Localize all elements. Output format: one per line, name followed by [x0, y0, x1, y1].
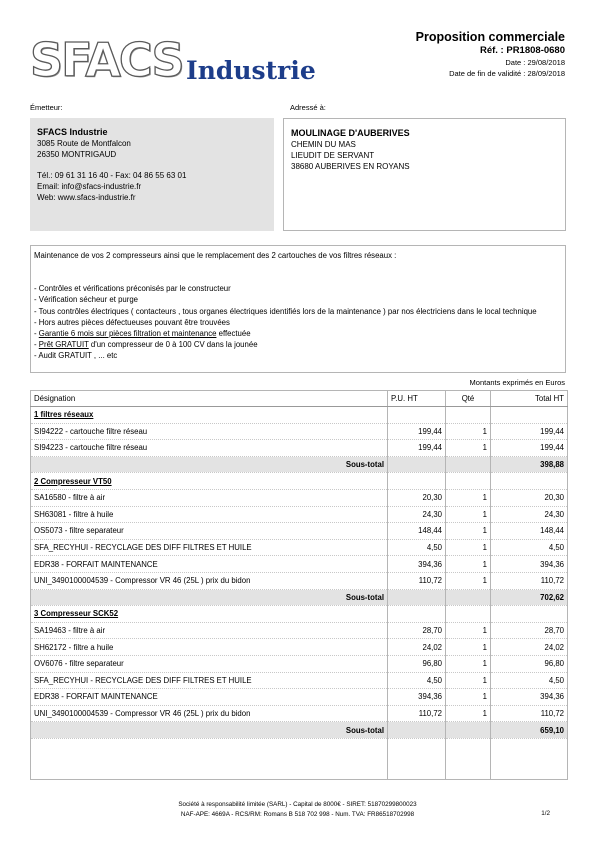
- item-designation: SH62172 - filtre a huile: [31, 639, 388, 656]
- item-quantity: 1: [446, 639, 491, 656]
- item-unit-price: 394,36: [388, 689, 446, 706]
- emitter-box: [30, 118, 274, 231]
- item-unit-price: 394,36: [388, 556, 446, 573]
- empty-cell: [446, 606, 491, 623]
- item-total: 199,44: [491, 423, 568, 440]
- item-total: 148,44: [491, 523, 568, 540]
- item-unit-price: 20,30: [388, 489, 446, 506]
- empty-cell: [446, 407, 491, 424]
- description-line: - Prêt GRATUIT d'un compresseur de 0 à 100 CV dans la jounée: [34, 340, 258, 350]
- section-row: [31, 473, 568, 490]
- empty-cell: [388, 738, 446, 779]
- emitter-name: SFACS Industrie: [37, 127, 108, 137]
- item-designation: SFA_RECYHUI - RECYCLAGE DES DIFF FILTRES ET HUILE: [31, 539, 388, 556]
- item-unit-price: 4,50: [388, 539, 446, 556]
- item-quantity: 1: [446, 655, 491, 672]
- item-unit-price: 110,72: [388, 705, 446, 722]
- empty-cell: [446, 738, 491, 779]
- subtotal-row: [31, 722, 568, 739]
- empty-cell: [388, 606, 446, 623]
- item-total: 394,36: [491, 556, 568, 573]
- table-row: [31, 506, 568, 523]
- item-unit-price: 4,50: [388, 672, 446, 689]
- item-designation: EDR38 - FORFAIT MAINTENANCE: [31, 556, 388, 573]
- item-unit-price: 110,72: [388, 572, 446, 589]
- item-quantity: 1: [446, 489, 491, 506]
- item-unit-price: 96,80: [388, 655, 446, 672]
- table-row: [31, 572, 568, 589]
- description-line: - Audit GRATUIT , ... etc: [34, 351, 118, 361]
- item-designation: OS5073 - filtre separateur: [31, 523, 388, 540]
- emitter-web: Web: www.sfacs-industrie.fr: [37, 193, 136, 202]
- section-row: [31, 407, 568, 424]
- description-line: - Garantie 6 mois sur pièces filtration et maintenance effectuée: [34, 329, 251, 339]
- recipient-name: MOULINAGE D'AUBERIVES: [291, 128, 410, 138]
- item-unit-price: 24,30: [388, 506, 446, 523]
- empty-cell: [388, 456, 446, 473]
- table-row: [31, 672, 568, 689]
- description-line: - Hors autres pièces défectueuses pouvant être trouvées: [34, 317, 230, 327]
- section-title: [31, 473, 388, 490]
- section-title-text: 3 Compresseur SCK52: [34, 609, 119, 619]
- recipient-label: Adressé à:: [290, 103, 326, 112]
- item-total: 28,70: [491, 622, 568, 639]
- item-unit-price: 24,02: [388, 639, 446, 656]
- free-loan-text: Prêt GRATUIT: [38, 340, 89, 350]
- recipient-address-line: CHEMIN DU MAS: [291, 140, 356, 149]
- item-quantity: 1: [446, 705, 491, 722]
- section-row: [31, 606, 568, 623]
- section-title-text: 2 Compresseur VT50: [34, 476, 112, 486]
- table-row: [31, 523, 568, 540]
- emitter-label: Émetteur:: [30, 103, 63, 112]
- table-row: [31, 440, 568, 457]
- item-total: 24,30: [491, 506, 568, 523]
- item-designation: SA16580 - filtre à air: [31, 489, 388, 506]
- emitter-phone: Tél.: 09 61 31 16 40 - Fax: 04 86 55 63 01: [37, 171, 187, 180]
- guarantee-text: Garantie 6 mois sur pièces filtration et maintenance: [38, 329, 217, 339]
- description-line: - Tous contrôles électriques ( contacteurs , tous organes électriques identifiés lors de la maintenance ) par nos électriciens dans le local technique: [34, 306, 537, 316]
- item-quantity: 1: [446, 672, 491, 689]
- subtotal-value: 398,88: [491, 456, 568, 473]
- page-number: 1/2: [541, 810, 550, 817]
- blank-row: [31, 738, 568, 779]
- subtotal-label: Sous-total: [31, 722, 388, 739]
- company-logo: [30, 34, 320, 86]
- document-reference: Réf. : PR1808-0680: [479, 45, 565, 56]
- col-designation: Désignation: [31, 391, 388, 407]
- legal-footer: [0, 800, 595, 820]
- table-row: [31, 622, 568, 639]
- section-title: [31, 407, 388, 424]
- empty-cell: [388, 722, 446, 739]
- item-quantity: 1: [446, 423, 491, 440]
- empty-cell: [388, 407, 446, 424]
- item-quantity: 1: [446, 523, 491, 540]
- table-header-row: [31, 391, 568, 407]
- description-intro: Maintenance de vos 2 compresseurs ainsi que le remplacement des 2 cartouches de vos filtres réseaux :: [34, 251, 397, 260]
- table-row: [31, 705, 568, 722]
- empty-cell: [491, 606, 568, 623]
- table-row: [31, 689, 568, 706]
- table-row: [31, 423, 568, 440]
- empty-cell: [388, 473, 446, 490]
- item-quantity: 1: [446, 556, 491, 573]
- col-quantity: Qté: [446, 391, 491, 407]
- item-total: 110,72: [491, 572, 568, 589]
- item-unit-price: 199,44: [388, 423, 446, 440]
- emitter-address-line: 3085 Route de Montfalcon: [37, 139, 131, 148]
- document-title: Proposition commerciale: [415, 30, 565, 44]
- document-header: [416, 30, 565, 79]
- item-designation: EDR38 - FORFAIT MAINTENANCE: [31, 689, 388, 706]
- item-quantity: 1: [446, 689, 491, 706]
- item-designation: SA19463 - filtre à air: [31, 622, 388, 639]
- description-line: - Contrôles et vérifications préconisés par le constructeur: [34, 284, 231, 294]
- item-quantity: 1: [446, 506, 491, 523]
- empty-cell: [491, 738, 568, 779]
- description-line: - Vérification sécheur et purge: [34, 295, 139, 305]
- empty-cell: [446, 456, 491, 473]
- empty-cell: [388, 589, 446, 606]
- empty-cell: [31, 738, 388, 779]
- item-designation: UNI_3490100004539 - Compressor VR 46 (25L ) prix du bidon: [31, 572, 388, 589]
- empty-cell: [491, 473, 568, 490]
- item-total: 199,44: [491, 440, 568, 457]
- currency-note: Montants exprimés en Euros: [469, 378, 565, 387]
- table-row: [31, 556, 568, 573]
- item-unit-price: 148,44: [388, 523, 446, 540]
- section-title-text: 1 filtres réseaux: [34, 410, 94, 420]
- table-row: [31, 539, 568, 556]
- subtotal-label: Sous-total: [31, 456, 388, 473]
- item-unit-price: 199,44: [388, 440, 446, 457]
- item-total: 110,72: [491, 705, 568, 722]
- col-total: Total HT: [491, 391, 568, 407]
- subtotal-value: 659,10: [491, 722, 568, 739]
- recipient-address-line: 38680 AUBERIVES EN ROYANS: [291, 162, 410, 171]
- subtotal-label: Sous-total: [31, 589, 388, 606]
- item-total: 96,80: [491, 655, 568, 672]
- proposal-description: [30, 245, 566, 373]
- item-total: 4,50: [491, 672, 568, 689]
- subtotal-value: 702,62: [491, 589, 568, 606]
- item-designation: OV6076 - filtre separateur: [31, 655, 388, 672]
- col-unit-price: P.U. HT: [388, 391, 446, 407]
- quote-items-table: [30, 390, 568, 780]
- emitter-email: Email: info@sfacs-industrie.fr: [37, 182, 142, 191]
- emitter-address-line: 26350 MONTRIGAUD: [37, 150, 117, 159]
- logo-mark: SFACS: [30, 33, 183, 87]
- item-designation: SI94223 - cartouche filtre réseau: [31, 440, 388, 457]
- item-quantity: 1: [446, 572, 491, 589]
- item-designation: SI94222 - cartouche filtre réseau: [31, 423, 388, 440]
- item-total: 24,02: [491, 639, 568, 656]
- table-row: [31, 489, 568, 506]
- item-total: 20,30: [491, 489, 568, 506]
- item-total: 4,50: [491, 539, 568, 556]
- item-quantity: 1: [446, 539, 491, 556]
- footer-line: Société à responsabilité limitée (SARL) - Capital de 8000€ - SIRET: 51870299800023: [178, 801, 417, 808]
- empty-cell: [446, 589, 491, 606]
- section-title: [31, 606, 388, 623]
- item-designation: UNI_3490100004539 - Compressor VR 46 (25L ) prix du bidon: [31, 705, 388, 722]
- logo-word: Industrie: [186, 56, 316, 85]
- subtotal-row: [31, 589, 568, 606]
- footer-line: NAF-APE: 4669A - RCS/RM: Romans B 518 702 998 - Num. TVA: FR86518702998: [180, 811, 415, 818]
- table-row: [31, 655, 568, 672]
- item-total: 394,36: [491, 689, 568, 706]
- table-row: [31, 639, 568, 656]
- subtotal-row: [31, 456, 568, 473]
- validity-date: Date de fin de validité : 28/09/2018: [449, 69, 565, 78]
- item-quantity: 1: [446, 440, 491, 457]
- empty-cell: [446, 473, 491, 490]
- empty-cell: [446, 722, 491, 739]
- recipient-box: [283, 118, 566, 231]
- item-designation: SFA_RECYHUI - RECYCLAGE DES DIFF FILTRES ET HUILE: [31, 672, 388, 689]
- item-quantity: 1: [446, 622, 491, 639]
- empty-cell: [491, 407, 568, 424]
- item-designation: SH63081 - filtre à huile: [31, 506, 388, 523]
- item-unit-price: 28,70: [388, 622, 446, 639]
- recipient-address-line: LIEUDIT DE SERVANT: [291, 151, 375, 160]
- document-date: Date : 29/08/2018: [505, 58, 565, 67]
